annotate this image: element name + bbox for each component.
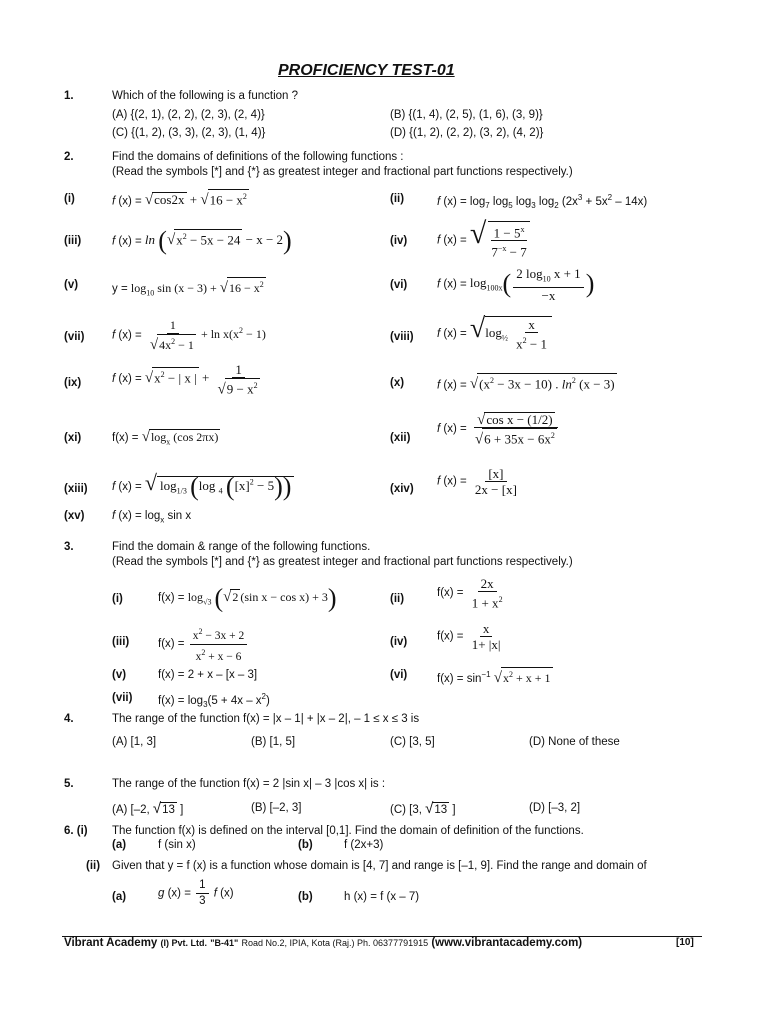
q5-number: 5. [64, 778, 74, 790]
q2-label-xiv: (xiv) [390, 483, 414, 495]
q6-ii-b-text: h (x) = f (x – 7) [344, 891, 420, 903]
q2-expr-ii: f $(x) = \log_7 \log_5 \log_3 \log_2 (2x^3 + 5x^2 - 14x)$ [437, 193, 648, 211]
q2-expr-xi: $f(x) = √\log_x$ (cos 2πx) [112, 429, 220, 449]
q3-text: Find the domain & range of the following functions. [112, 541, 371, 553]
q2-label-iii: (iii) [64, 235, 82, 247]
q3-label-ii: (ii) [390, 593, 405, 605]
q4-option-a: (A) [1, 3] [112, 736, 157, 748]
q5-option-b: (B) [–2, 3] [251, 802, 302, 814]
q5-option-c: (C) [3, √13 ] [390, 800, 456, 817]
q1-option-b: (B) {(1, 4), (2, 5), (1, 6), (3, 9)} [390, 109, 543, 121]
q2-label-xiii: (xiii) [64, 483, 88, 495]
q2-label-i: (i) [64, 193, 75, 205]
footer-company: (I) Pvt. Ltd. [160, 938, 208, 948]
q2-expr-viii: f $(x) = √\log_{\frac{1}{2}}$ $\frac{x}{x^2 - 1}$ [437, 316, 552, 351]
q3-expr-v: f(x) = 2 + x – [x – 3] [158, 669, 258, 681]
q6-text-i: The function f(x) is defined on the interval [0,1]. Find the domain of definition of the functions. [112, 825, 584, 837]
q2-number: 2. [64, 151, 74, 163]
page-title: PROFICIENCY TEST-01 [278, 62, 455, 79]
q3-label-iii: (iii) [112, 636, 130, 648]
q2-label-xv: (xv) [64, 510, 85, 522]
q2-label-viii: (viii) [390, 331, 414, 343]
q5-option-d: (D) [–3, 2] [529, 802, 581, 814]
q6-number: 6. (i) [64, 825, 88, 837]
q1-option-d: (D) {(1, 2), (2, 2), (3, 2), (4, 2)} [390, 127, 544, 139]
q3-note: (Read the symbols [*] and {*} as greatest integer and fractional part functions respectively.) [112, 556, 573, 568]
q2-label-iv: (iv) [390, 235, 408, 247]
q2-expr-xiii: f $(x) = √\log_{1/3}$ (log $_4$ $([x]^2 - 5)$) [112, 476, 294, 497]
q2-label-v: (v) [64, 279, 79, 291]
q6-ii-number: (ii) [86, 860, 101, 872]
footer-page-number: [10] [676, 937, 694, 948]
q3-label-v: (v) [112, 669, 127, 681]
q1-text: Which of the following is a function ? [112, 90, 299, 102]
q3-expr-iv: f(x) = $\frac{x}{1+ |x|}$ [437, 621, 501, 652]
q4-option-d: (D) None of these [529, 736, 620, 748]
q5-option-a: (A) [–2, √13 ] [112, 800, 184, 817]
q3-label-iv: (iv) [390, 636, 408, 648]
q1-number: 1. [64, 90, 74, 102]
q6-i-a-text: f (sin x) [158, 839, 196, 851]
q2-expr-xiv: f (x) = $\frac{[x]}{2x - [x]}$ [437, 466, 517, 497]
q6-i-b-text: f (2x+3) [344, 839, 384, 851]
q3-expr-vi: $f(x) = \sin^{-1} √x^2 + x + 1$ [437, 667, 553, 686]
q2-expr-vii: f (x) = $\frac{1}{√4x^2 - 1}$ + $\ln x(x^2 - 1)$ [112, 318, 266, 353]
q3-label-i: (i) [112, 593, 123, 605]
q6-ii-b-label: (b) [298, 891, 313, 903]
q3-expr-ii: f(x) = $\frac{2x}{1 + x^2}$ [437, 576, 503, 611]
q2-label-vii: (vii) [64, 331, 85, 343]
q4-number: 4. [64, 713, 74, 725]
q2-expr-x: f $(x) = √(x^2 - 3x - 10)$ . $\ln^2 (x - 3)$ [437, 373, 617, 392]
q4-option-b: (B) [1, 5] [251, 736, 296, 748]
q3-expr-i: $f(x) = \log_{√3} (√2$ (sin x − cos x) + 3) [158, 583, 337, 612]
q2-text: Find the domains of definitions of the following functions : [112, 151, 404, 163]
q4-text: The range of the function f(x) = |x – 1| + |x – 2|, – 1 ≤ x ≤ 3 is [112, 713, 420, 725]
q5-text: The range of the function f(x) = 2 |sin x| – 3 |cos x| is : [112, 778, 386, 790]
q6-i-a-label: (a) [112, 839, 127, 851]
q2-label-xii: (xii) [390, 432, 411, 444]
q2-expr-ix: f $(x) = √x^2$ − | x | + $\frac{1}{√9 - x^2}$ [112, 362, 258, 398]
footer-address: Road No.2, IPIA, Kota (Raj.) Ph. 06377791915 [241, 938, 429, 948]
q1-option-c: (C) {(1, 2), (3, 3), (2, 3), (1, 4)} [112, 127, 266, 139]
q3-number: 3. [64, 541, 74, 553]
q2-expr-i: f $(x) = √\cos 2x + √16 - x^2$ [112, 189, 249, 208]
q2-expr-xii: f (x) = $\frac{\text{√cos x − (1/2)}}{√6 + 35x - 6x^2}$ [437, 412, 562, 446]
q3-expr-vii: $f(x) = \log_3(5 + 4x - x^2)$ [158, 692, 270, 710]
q6-ii-a-expr: g (x) = $\frac{1}{3}$ f (x) [158, 879, 234, 907]
q2-expr-v: $y = \log_{10} \sin (x - 3) + √16 - x^2$ [112, 277, 266, 297]
q3-expr-iii: f(x) = $\frac{x^2 - 3x + 2}{x^2 + x - 6}$ [158, 624, 249, 665]
q2-label-xi: (xi) [64, 432, 82, 444]
q4-option-c: (C) [3, 5] [390, 736, 435, 748]
q3-label-vi: (vi) [390, 669, 408, 681]
q2-expr-vi: f $(x) = \log_{100x}$( $\frac{2 \log_{10} x + 1}{-x}$ ) [437, 266, 595, 303]
q1-option-a: (A) {(2, 1), (2, 2), (2, 3), (2, 4)} [112, 109, 265, 121]
q2-label-x: (x) [390, 377, 405, 389]
q2-expr-iii: f $(x) = \ln (√x^2 - 5x - 24 - x - 2)$ [112, 226, 292, 256]
q2-note: (Read the symbols [*] and {*} as greatest integer and fractional part functions respectively.) [112, 166, 573, 178]
q3-label-vii: (vii) [112, 692, 133, 704]
footer-text [64, 937, 582, 949]
footer-building: "B-41" [210, 938, 239, 948]
q2-label-vi: (vi) [390, 279, 408, 291]
q2-expr-iv: f (x) = √ $\frac{1 - 5^x}{7^{-x} - 7}$ [437, 221, 532, 260]
footer-website: (www.vibrantacademy.com) [431, 937, 583, 949]
footer-brand: Vibrant Academy [64, 937, 158, 949]
q2-label-ii: (ii) [390, 193, 405, 205]
q6-text-ii: Given that y = f (x) is a function whose domain is [4, 7] and range is [–1, 9]. Find the range and domain of [112, 860, 647, 872]
q2-label-ix: (ix) [64, 377, 82, 389]
q6-ii-a-label: (a) [112, 891, 127, 903]
q6-i-b-label: (b) [298, 839, 313, 851]
q2-expr-xv: f $(x) = \log_x \sin x$ [112, 510, 192, 525]
